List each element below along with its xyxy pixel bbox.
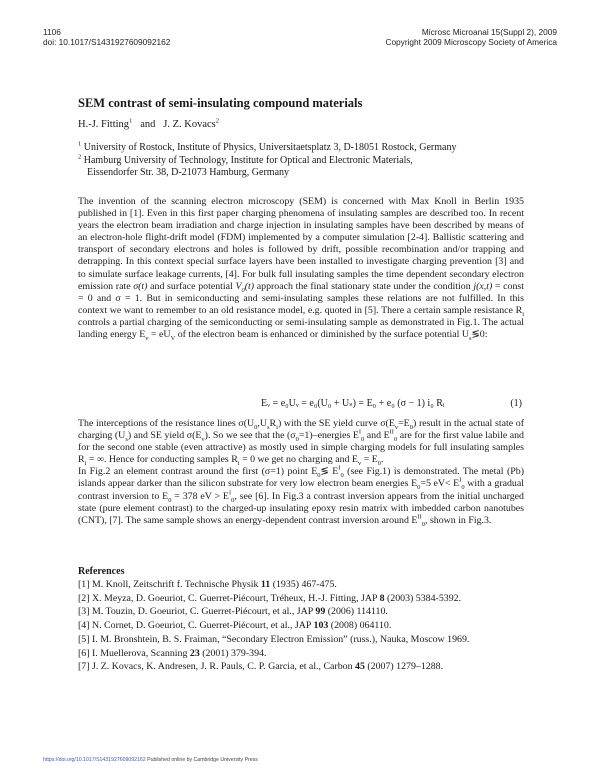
p1-sigma-t: σ(t)	[133, 280, 148, 292]
p3-text: =5 eV< E	[420, 478, 460, 490]
p1-text: = eU	[148, 329, 171, 341]
paragraph-1	[78, 196, 524, 341]
reference-text: [7] J. Z. Kovacs, K. Andresen, J. R. Pauls, C. P. Garcia, et al., Carbon	[78, 661, 356, 673]
reference-text: [1] M. Knoll, Zeitschrift f. Technische Physik	[78, 579, 261, 590]
reference-volume: 23	[189, 647, 200, 659]
p2-sub: s	[267, 423, 270, 431]
p2-sup: II	[389, 428, 394, 436]
page-number: 1106	[43, 27, 61, 37]
p3-text: , shown in Fig.3.	[425, 514, 492, 526]
page-footer	[43, 757, 258, 763]
p2-sub: s	[125, 436, 128, 444]
affiliations	[78, 142, 456, 180]
reference-item	[78, 592, 469, 606]
reference-text: (2001) 379-394.	[199, 647, 267, 659]
p2-sub: 0	[409, 423, 413, 431]
p1-text: The invention of the scanning electron microscopy (SEM) is concerned with Max Knoll in Berlin 1935 published in [1]. Even in this first paper charging phenomena of insulating samples are described too. In recent years the electron beam irradiation and charge injection in insulating samples have been described by means of an electron-hole flight-drift model (FDM) implemented by a computer simulation [2-4]. Ballistic scattering and transport of secondary electrons and holes is followed by drift, possible recombination and/or trapping and detrapping. In this context special surface layers have been installed to investigate charging prevention [3] and to simulate surface leakage currents, [4]. For bulk full insulating samples the time dependent secondary electron emission rate	[78, 196, 524, 292]
reference-item	[78, 578, 469, 592]
p3-sup: I	[228, 489, 232, 497]
references-heading: References	[78, 566, 125, 577]
p2-text: = ∞. Hence for conducting samples R	[86, 454, 238, 466]
p2-text: and E	[364, 430, 390, 442]
doi: doi: 10.1017/S1431927609092162	[43, 37, 171, 47]
p2-text: ) and SE yield σ(E	[127, 430, 202, 442]
reference-item	[78, 633, 469, 647]
p3-sub: 0	[417, 484, 421, 492]
reference-text: [4] N. Cornet, D. Goeuriot, C. Guerret-Piécourt, et al., JAP	[78, 620, 314, 632]
p2-text: ). So we see that the (σ	[204, 430, 296, 442]
p1-text: of the electron beam is enhanced or diminished by the surface potential U	[175, 329, 469, 341]
paragraph-2	[78, 418, 524, 527]
equation-number: (1)	[510, 398, 522, 409]
p1-sub: s	[468, 335, 472, 342]
copyright: Copyright 2009 Microscopy Society of America	[385, 37, 557, 47]
journal-citation: Microsc Microanal 15(Suppl 2), 2009	[421, 27, 557, 37]
page-header-right	[385, 27, 557, 47]
reference-volume: 99	[315, 606, 326, 618]
p1-text: and surface potential	[147, 280, 236, 292]
reference-text: [2] X. Meyza, D. Goeuriot, C. Guerret-Piécourt, Tréheux, H.-J. Fitting, JAP	[78, 592, 380, 604]
reference-volume: 8	[379, 592, 385, 604]
p2-sub: v	[394, 423, 399, 431]
p2-text: =1)–energies E	[298, 430, 359, 442]
footer-text: Published online by Cambridge University Press	[145, 757, 258, 763]
p1-sub: v	[145, 335, 149, 342]
p2-text: ) with the SE yield curve σ(E	[277, 418, 395, 429]
affiliation-2-line2: Eissendorfer Str. 38, D-21073 Hamburg, Germany	[87, 167, 290, 178]
p3-sup: II	[417, 513, 422, 521]
author-2: J. Z. Kovacs	[163, 119, 216, 130]
reference-volume: 103	[313, 620, 329, 632]
reference-text: (2006) 114110.	[325, 606, 388, 618]
reference-volume: 11	[260, 579, 271, 590]
p3-sub: 0	[340, 472, 344, 480]
p2-sub: 0	[295, 436, 299, 444]
p2-text: ) result in the actual state of charging (U	[78, 418, 524, 442]
authors	[78, 119, 219, 130]
p2-sub: 0	[377, 460, 382, 468]
p2-sub: v	[357, 460, 362, 468]
footer-doi-link[interactable]: https://doi.org/10.1017/S1431927609092162	[43, 757, 146, 763]
author-2-sup: 2	[215, 117, 219, 125]
reference-text: (2003) 5384-5392.	[384, 592, 462, 604]
reference-item	[78, 605, 469, 619]
reference-text: [6] I. Muellerova, Scanning	[78, 647, 190, 659]
p3-text: (see Fig.1) is demonstrated. The metal (Pb) islands appear darker than the silicon substrate for very low electron beam energies E	[78, 466, 525, 490]
references-list	[78, 578, 469, 674]
p2-sub: 0	[361, 436, 365, 444]
p1-text: ≶0:	[471, 329, 488, 341]
p2-text: ,U	[257, 418, 267, 429]
p3-sub: 0	[317, 472, 321, 480]
author-1-sup: 1	[129, 117, 133, 125]
p3-text: ≶ E	[320, 466, 339, 478]
p2-text: =E	[398, 418, 410, 429]
affiliation-2	[78, 155, 456, 168]
p1-v0t	[235, 281, 254, 292]
p1-sub: V	[170, 335, 176, 342]
reference-volume: 45	[355, 661, 365, 673]
equation-text: Eᵥ = e₀Uᵥ = e₀(U₀ + Uₛ) = E₀ + e₀ (σ − 1) i₀ Rᵢ	[261, 398, 445, 409]
p3-sup: I	[459, 477, 462, 485]
reference-item	[78, 619, 469, 633]
p3-sub: 0	[421, 520, 425, 528]
p3-sub: 0	[461, 484, 465, 492]
p3-text: with a gradual contrast inversion to E	[78, 478, 525, 502]
p1-text: approach the final stationary state under the condition	[254, 280, 474, 292]
reference-item	[78, 660, 469, 674]
reference-text: [5] I. M. Bronshtein, B. S. Fraiman, “Secondary Electron Emission” (russ.), Nauka, Moscow 1969.	[78, 633, 470, 645]
affiliation-1-sup: 1	[78, 140, 82, 148]
p3-text: = 378 eV > E	[171, 490, 229, 502]
p1-v-rest: (t)	[244, 280, 255, 292]
p1-jxt: j(x,t)	[473, 280, 493, 292]
reference-item	[78, 647, 469, 661]
p1-text: = const = 0 and σ = 1. But in semiconducting and semi-insulating samples these relations are not fulfilled. In this context we want to remember to an old resistance model, e.g. quoted in [5]. There a certain sample resistance R	[78, 280, 524, 316]
p2-sub: 0	[254, 423, 258, 431]
p2-sub: 0	[393, 436, 398, 444]
p2-sup: I	[358, 428, 362, 436]
p1-sub: i	[522, 310, 524, 318]
p2-text: are for the first value labile and for the second one stable (even attractive) as mostly used in simple charging models for full insulating samples R	[78, 430, 524, 466]
article-title: SEM contrast of semi-insulating compound materials	[78, 96, 363, 110]
p1-text: controls a partial charging of the semiconducting or semi-insulating sample as demonstrated in Fig.1. The actual landing energy E	[78, 316, 524, 341]
affiliation-2-sup: 2	[78, 153, 82, 161]
p3-sub: 0	[231, 496, 235, 504]
p2-text: The interceptions of the resistance lines σ(U	[78, 418, 255, 429]
affiliation-1	[78, 142, 456, 155]
affiliation-2-text: Hamburg University of Technology, Institute for Optical and Electronic Materials,	[83, 154, 413, 166]
p2-text: = E	[361, 454, 378, 466]
p2-sub: v	[201, 436, 205, 444]
p1-v: V	[235, 280, 242, 292]
reference-text: (1935) 467-475.	[270, 579, 337, 590]
p2-sub: i	[237, 460, 240, 468]
p2-text: .	[381, 454, 384, 466]
page-header-left	[43, 27, 170, 47]
affiliation-1-text: University of Rostock, Institute of Physics, Universitaetsplatz 3, D-18051 Rostock, Germany	[83, 142, 457, 153]
p3-text: , see [6]. In Fig.3 a contrast inversion appears from the initial uncharged state (pure element contrast) to the charged-up insulating epoxy resin matrix with imbedded carbon nanotubes (CNT), [7]. The same sample shows an energy-dependent contrast inversion around E	[78, 490, 524, 526]
p2-sub: i	[84, 460, 87, 468]
reference-text: (2008) 064110.	[328, 620, 392, 632]
reference-text: (2007) 1279–1288.	[364, 661, 444, 673]
p3-sup: I	[338, 465, 341, 473]
p2-text: R	[269, 418, 277, 429]
p3-sub: 0	[168, 496, 172, 504]
p2-sub: i	[276, 423, 278, 431]
author-and: and	[140, 119, 156, 130]
p1-v-sub: 0	[241, 286, 245, 294]
p3-text: In Fig.2 an element contrast around the first (σ=1) point E	[78, 466, 318, 478]
author-1: H.-J. Fitting	[78, 119, 130, 130]
reference-text: [3] M. Touzin, D. Goeuriot, C. Guerret-Piécourt, et al., JAP	[78, 606, 316, 618]
p2-text: = 0 we get no charging and E	[239, 454, 358, 466]
